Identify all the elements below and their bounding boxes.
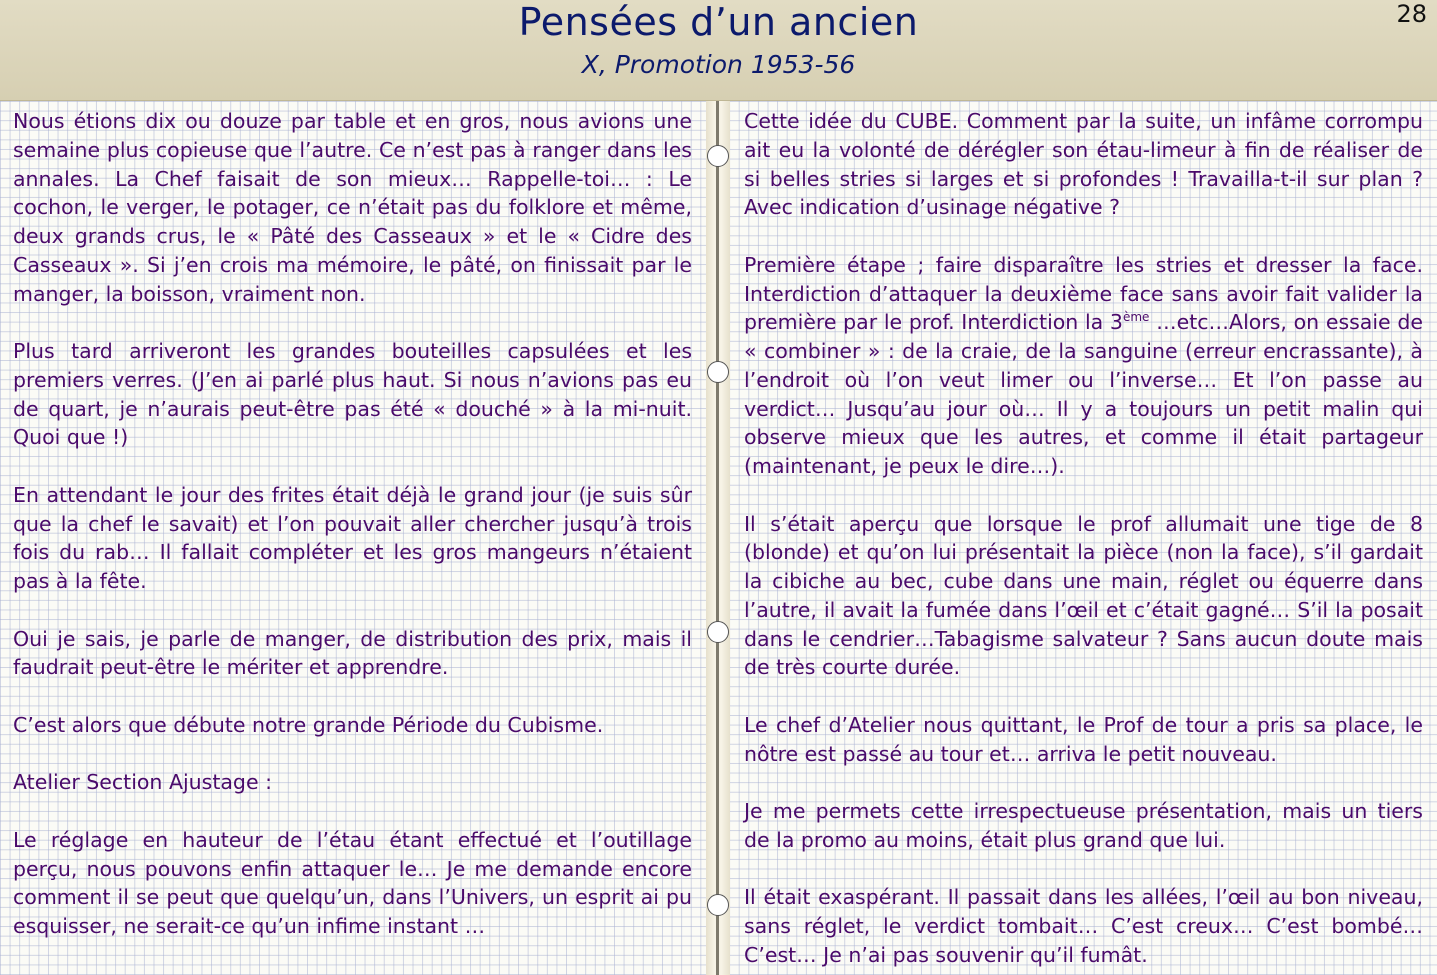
paragraph: Il s’était aperçu que lorsque le prof allumait une tige de 8 (blonde) et qu’on lui présentait la pièce (non la face), s’il gardait la cibiche au bec, cube dans une main, réglet ou équerre dans l’autre, il avait la fumée dans l’œil et c’était gagné… S’il la posait dans le cendrier…Tabagisme salvateur ? Sans aucun doute mais de très courte durée.	[744, 511, 1423, 680]
paragraph: Oui je sais, je parle de manger, de distribution des prix, mais il faudrait peut-être le mériter et apprendre.	[13, 626, 692, 680]
paragraph-text: Première étape ; faire disparaître les stries et dresser la face. Interdiction d’attaquer la deuxième face sans avoir fait valider la première par le prof. Interdiction la 3	[744, 252, 1423, 335]
paragraph-text: …etc…Alors, on essaie de « combiner » : de la craie, de la sanguine (erreur encrassante), à l’endroit où l’on veut limer ou l’inverse… Et l’on passe au verdict… Jusqu’au jour où… Il y a toujours un petit malin qui observe mieux que les autres, et comme il était partageur (maintenant, je peux le dire…).	[744, 310, 1423, 478]
superscript: ème	[1122, 310, 1150, 325]
paragraph: En attendant le jour des frites était déjà le grand jour (je suis sûr que la chef le savait) et l’on pouvait aller chercher jusqu’à trois fois du rab… Il fallait compléter et les gros mangeurs n’étaient pas à la fête.	[13, 482, 692, 593]
binding-ring	[707, 361, 729, 383]
paragraph: Le chef d’Atelier nous quittant, le Prof de tour a pris sa place, le nôtre est passé au tour et… arriva le petit nouveau.	[744, 712, 1423, 766]
paragraph	[744, 251, 1423, 481]
page-subtitle: X, Promotion 1953-56	[581, 50, 856, 79]
binding-spine-line	[716, 101, 719, 975]
paragraph: Il était exaspérant. Il passait dans les allées, l’œil au bon niveau, sans réglet, le verdict tombait… C’est creux… C’est bombé… C’est… Je n’ai pas souvenir qu’il fumât.	[744, 885, 1423, 967]
paragraph: Nous étions dix ou douze par table et en gros, nous avions une semaine plus copieuse que l’autre. Ce n’est pas à ranger dans les annales. La Chef faisait de son mieux… Rappelle-toi… : Le cochon, le verger, le potager, ce n’était pas du folklore et même, deux grands crus, le « Pâté des Casseaux » et le « Cidre des Casseaux ». Si j’en crois ma mémoire, le pâté, on finissait par le manger, la boisson, vraiment non.	[13, 109, 692, 306]
page-header	[0, 0, 1437, 101]
page-number: 28	[1396, 0, 1427, 28]
paragraph: Cette idée du CUBE. Comment par la suite, un infâme corrompu ait eu la volonté de dérégler son étau-limeur à fin de réaliser de si belles stries si larges et si profondes ! Travailla-t-il sur plan ? Avec indication d’usinage négative ?	[744, 109, 1423, 220]
paragraph: Le réglage en hauteur de l’étau étant effectué et l’outillage perçu, nous pouvons enfin attaquer le… Je me demande encore comment il se peut que quelqu’un, dans l’Univers, un esprit ai pu esquisser, ne serait-ce qu’un infime instant …	[13, 827, 692, 938]
binding-ring	[707, 894, 729, 916]
paragraph: C’est alors que débute notre grande Période du Cubisme.	[13, 712, 604, 737]
left-column	[13, 107, 692, 941]
binding-ring	[707, 621, 729, 643]
paragraph: Atelier Section Ajustage :	[13, 770, 272, 795]
paragraph: Plus tard arriveront les grandes bouteilles capsulées et les premiers verres. (J’en ai parlé plus haut. Si nous n’avions pas eu de quart, je n’aurais peut-être pas été « douché » à la mi-nuit. Quoi que !)	[13, 339, 692, 450]
page-title: Pensées d’un ancien	[518, 0, 919, 44]
right-column	[744, 107, 1423, 970]
binding-ring	[707, 145, 729, 167]
paragraph: Je me permets cette irrespectueuse présentation, mais un tiers de la promo au moins, était plus grand que lui.	[744, 799, 1423, 852]
